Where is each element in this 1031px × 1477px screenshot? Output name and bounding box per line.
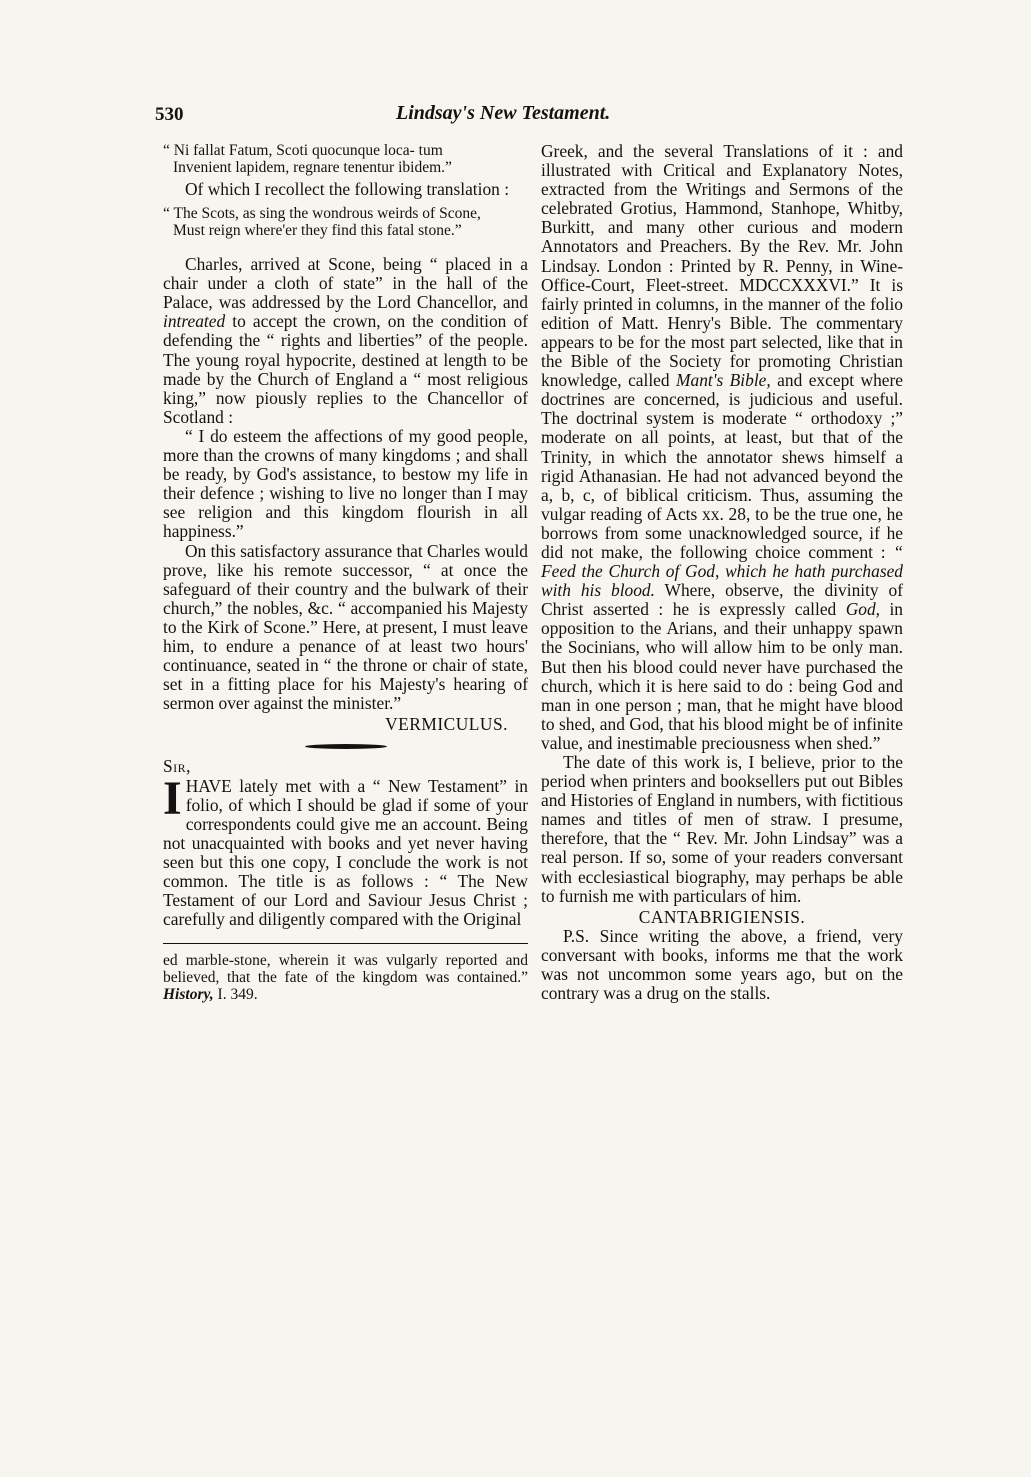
- text-run: to accept the crown, on the condition of defending the “ rights and liberties” of the people. The young royal hypocrite, destined at length to be made by the Church of England a “ most religious king,” now piously replies to the Chancellor of Scotland :: [163, 311, 528, 427]
- paragraph: [163, 255, 528, 427]
- verse-line: Invenient lapidem, regnare tenentur ibidem.”: [173, 159, 452, 176]
- text-run: Greek, and the several Translations of it : and illustrated with Critical and Explanatory Notes, extracted from the Writings and Sermons of the celebrated Grotius, Hammond, Stanhope, Whitby, Burkitt, and many other curious and modern Annotators and Preachers. By the Rev. Mr. John Lindsay. London : Printed by R. Penny, in Wine-Office-Court, Fleet-street. MDCCXXXVI.” It is fairly printed in columns, in the manner of the folio edition of Matt. Henry's Bible. The commentary appears to be for the most part selected, like that in the Bible of the Society for promoting Christian knowledge, called: [541, 141, 903, 391]
- paragraph: [541, 142, 903, 753]
- emphasis: Mant's Bible,: [676, 370, 771, 391]
- signature-cantabrigiensis: CANTABRIGIENSIS.: [638, 906, 806, 927]
- quotation: “ I do esteem the affections of my good people, more than the crowns of many kingdoms ; and shall be ready, by God's assistance, to bestow my life in their defence ; wishing to live no longer than I may see religion and this kingdom flourish in all happiness.”: [163, 425, 528, 542]
- verse-line: “ The Scots, as sing the wondrous weirds of Scone,: [163, 205, 481, 223]
- text-run: Charles, arrived at Scone, being “ placed in a chair under a cloth of state” in the hall of the Palace, was addressed by the Lord Chancellor, and: [163, 254, 528, 313]
- page-number: 530: [155, 104, 184, 125]
- signature-vermiculus: VERMICULUS.: [385, 714, 508, 735]
- emphasis: History,: [163, 986, 214, 1004]
- right-column: [541, 142, 903, 1003]
- verse-line: Must reign where'er they find this fatal stone.”: [173, 222, 462, 240]
- running-title: Lindsay's New Testament.: [396, 102, 611, 124]
- english-verse: [163, 205, 528, 239]
- emphasis: intreated: [163, 311, 226, 332]
- drop-cap: I: [163, 771, 182, 825]
- salutation: Sir,: [163, 756, 192, 777]
- emphasis: “ Feed the Church of God, which he hath purchased with his blood.: [541, 541, 903, 601]
- text-run: Where, observe, the divinity of Christ asserted : he is expressly called: [541, 580, 903, 620]
- latin-verse: [163, 142, 528, 176]
- text-run: HAVE lately met with a “ New Testament” in folio, of which I should be glad if some of your correspondents could give me an account. Being not unacquainted with books and yet never having seen but this one copy, I conclude the work is not common. The title is as follows : “ The New Testament of our Lord and Saviour Jesus Christ ; carefully and diligently compared with the Original: [163, 775, 528, 930]
- text-run: and except where doctrines are concerned, is judicious and useful. The doctrinal system is moderate “ orthodoxy ;” moderate on all points, at least, but that of the Trinity, in which the annotator shews himself a rigid Athanasian. He had not advanced beyond the a, b, c, of biblical criticism. Thus, assuming the vulgar reading of Acts xx. 28, to be the true one, he borrows from some unacknowledged source, if he did not make, the following choice comment :: [541, 370, 904, 562]
- footnote-rule: [163, 943, 528, 944]
- paragraph: On this satisfactory assurance that Charles would prove, like his remote successor, “ at once the safeguard of their country and the bulwark of their church,” the nobles, &c. “ accompanied his Majesty to the Kirk of Scone.” Here, at present, I must leave him, to endure a penance of at least two hours' continuance, seated in “ the throne or chair of state, set in a fitting place for his Majesty's hearing of sermon over against the minister.”: [163, 540, 528, 714]
- footnote: [163, 952, 528, 1003]
- text-run: I. 349.: [213, 986, 258, 1004]
- letter-paragraph: [163, 771, 528, 930]
- verse-line: “ Ni fallat Fatum, Scoti quocunque loca- tum: [163, 142, 443, 159]
- paragraph: The date of this work is, I believe, prior to the period when printers and booksellers put out Bibles and Histories of England in numbers, with fictitious names and titles of men of straw. I presume, therefore, that the “ Rev. Mr. John Lindsay” was a real person. If so, some of your readers conversant with ecclesiastical biography, may perhaps be able to furnish me with particulars of him.: [541, 752, 903, 906]
- text-run: in opposition to the Arians, and their unhappy spawn the Socinians, who will allow him to be only man. But then his blood could never have purchased the church, which it is here said to do : being God and man in one person ; man, that he might have blood to shed, and God, that his blood might be of infinite value, and inestimable preciousness when shed.”: [541, 599, 903, 753]
- postscript: P.S. Since writing the above, a friend, very conversant with books, informs me that the work was not uncommon some years ago, but on the contrary was a drug on the stalls.: [541, 925, 903, 1004]
- left-column: [163, 142, 528, 1003]
- text-run: ed marble-stone, wherein it was vulgarly reported and believed, that the fate of the kingdom was contained.”: [163, 952, 528, 987]
- separator-rule: [305, 744, 387, 749]
- emphasis: God,: [845, 599, 881, 620]
- translation-intro: Of which I recollect the following translation :: [185, 179, 510, 199]
